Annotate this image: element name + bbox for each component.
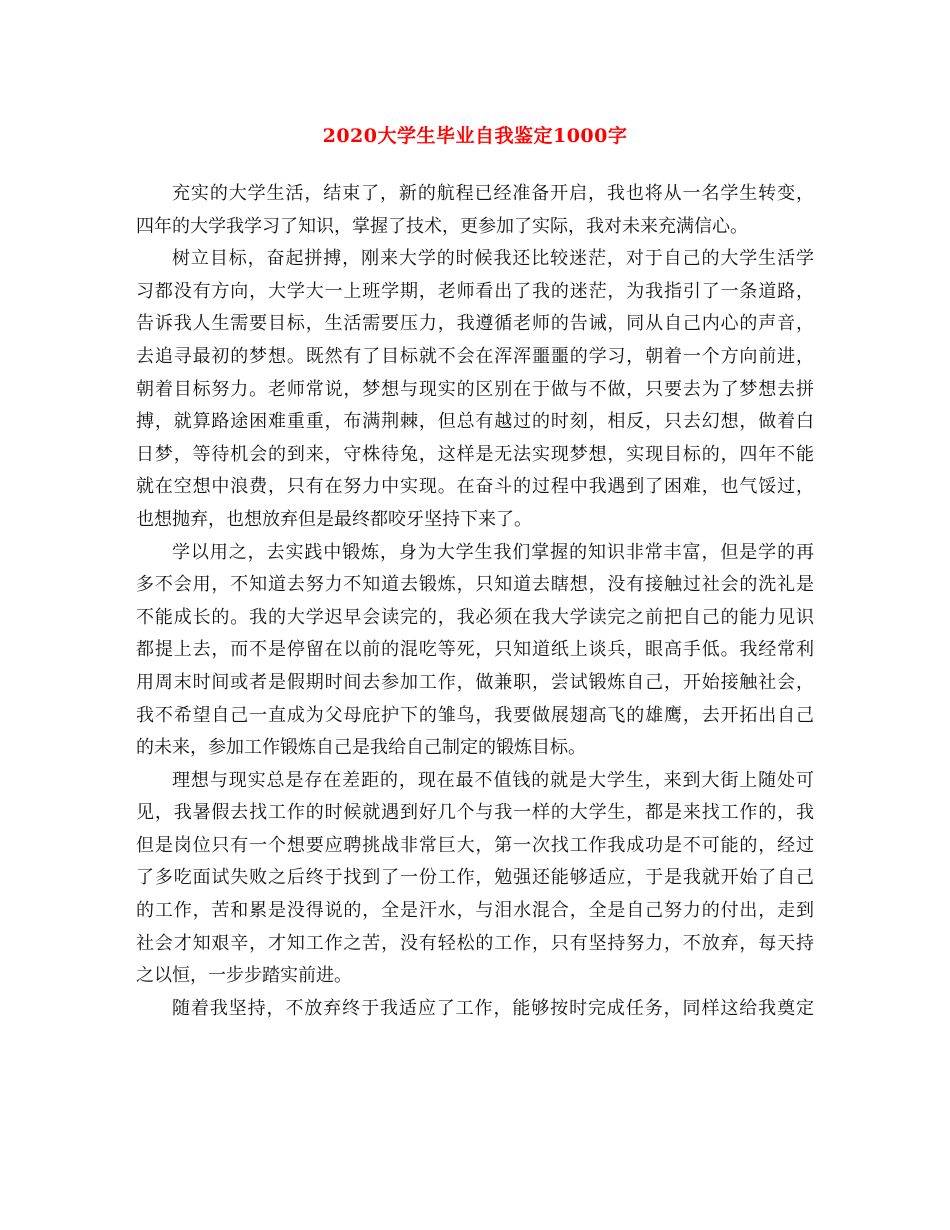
- text-line: 四年的大学我学习了知识，掌握了技术，更参加了实际，我对未来充满信心。: [136, 215, 748, 237]
- text-line: 用周末时间或者是假期时间去参加工作，做兼职，尝试锻炼自己，开始接触社会，: [136, 671, 814, 693]
- text-line: 社会才知艰辛，才知工作之苦，没有轻松的工作，只有坚持努力，不放弃，每天持: [136, 932, 814, 954]
- text-line: 不能成长的。我的大学迟早会读完的，我必须在我大学读完之前把自己的能力见识: [136, 606, 814, 628]
- text-line: 之以恒，一步步踏实前进。: [136, 965, 352, 987]
- text-line: 我不希望自己一直成为父母庇护下的雏鸟，我要做展翅高飞的雄鹰，去开拓出自己: [136, 704, 814, 726]
- text-line: 了多吃面试失败之后终于找到了一份工作，勉强还能够适应，于是我就开始了自己: [136, 867, 814, 889]
- text-line: 多不会用，不知道去努力不知道去锻炼，只知道去瞎想，没有接触过社会的洗礼是: [136, 574, 814, 596]
- paragraph-3: [136, 537, 814, 765]
- paragraph-1: [136, 178, 814, 243]
- text-line: 朝着目标努力。老师常说，梦想与现实的区别在于做与不做，只要去为了梦想去拼: [136, 378, 814, 400]
- text-line: 去追寻最初的梦想。既然有了目标就不会在浑浑噩噩的学习，朝着一个方向前进，: [136, 345, 814, 367]
- text-line: 理想与现实总是存在差距的，现在最不值钱的就是大学生，来到大街上随处可: [172, 769, 814, 791]
- text-line: 学以用之，去实践中锻炼，身为大学生我们掌握的知识非常丰富，但是学的再: [172, 541, 814, 563]
- text-line: 搏，就算路途困难重重，布满荆棘，但总有越过的时刻，相反，只去幻想，做着白: [136, 411, 814, 433]
- text-line: 就在空想中浪费，只有在努力中实现。在奋斗的过程中我遇到了困难，也气馁过，: [136, 476, 814, 498]
- text-line: 的未来，参加工作锻炼自己是我给自己制定的锻炼目标。: [136, 737, 586, 759]
- text-line: 见，我暑假去找工作的时候就遇到好几个与我一样的大学生，都是来找工作的，我: [136, 802, 814, 824]
- text-line: 树立目标，奋起拼搏，刚来大学的时候我还比较迷茫，对于自己的大学生活学: [172, 248, 814, 270]
- text-line: 的工作，苦和累是没得说的，全是汗水，与泪水混合，全是自己努力的付出，走到: [136, 900, 814, 922]
- text-line: 随着我坚持，不放弃终于我适应了工作，能够按时完成任务，同样这给我奠定: [172, 997, 814, 1019]
- text-line: 日梦，等待机会的到来，守株待兔，这样是无法实现梦想，实现目标的，四年不能: [136, 443, 814, 465]
- paragraph-5: [136, 993, 814, 1026]
- paragraph-2: [136, 243, 814, 536]
- text-line: 都提上去，而不是停留在以前的混吃等死，只知道纸上谈兵，眼高手低。我经常利: [136, 639, 814, 661]
- text-line: 告诉我人生需要目标，生活需要压力，我遵循老师的告诫，同从自己内心的声音，: [136, 313, 814, 335]
- text-line: 充实的大学生活，结束了，新的航程已经准备开启，我也将从一名学生转变，: [172, 183, 814, 204]
- text-line: 习都没有方向，大学大一上班学期，老师看出了我的迷茫，为我指引了一条道路，: [136, 280, 814, 302]
- text-line: 也想抛弃，也想放弃但是最终都咬牙坚持下来了。: [136, 508, 532, 530]
- document-body: [136, 178, 814, 1025]
- text-line: 但是岗位只有一个想要应聘挑战非常巨大，第一次找工作我成功是不可能的，经过: [136, 834, 814, 856]
- document-title: 2020大学生毕业自我鉴定1000字: [322, 125, 628, 147]
- paragraph-4: [136, 765, 814, 993]
